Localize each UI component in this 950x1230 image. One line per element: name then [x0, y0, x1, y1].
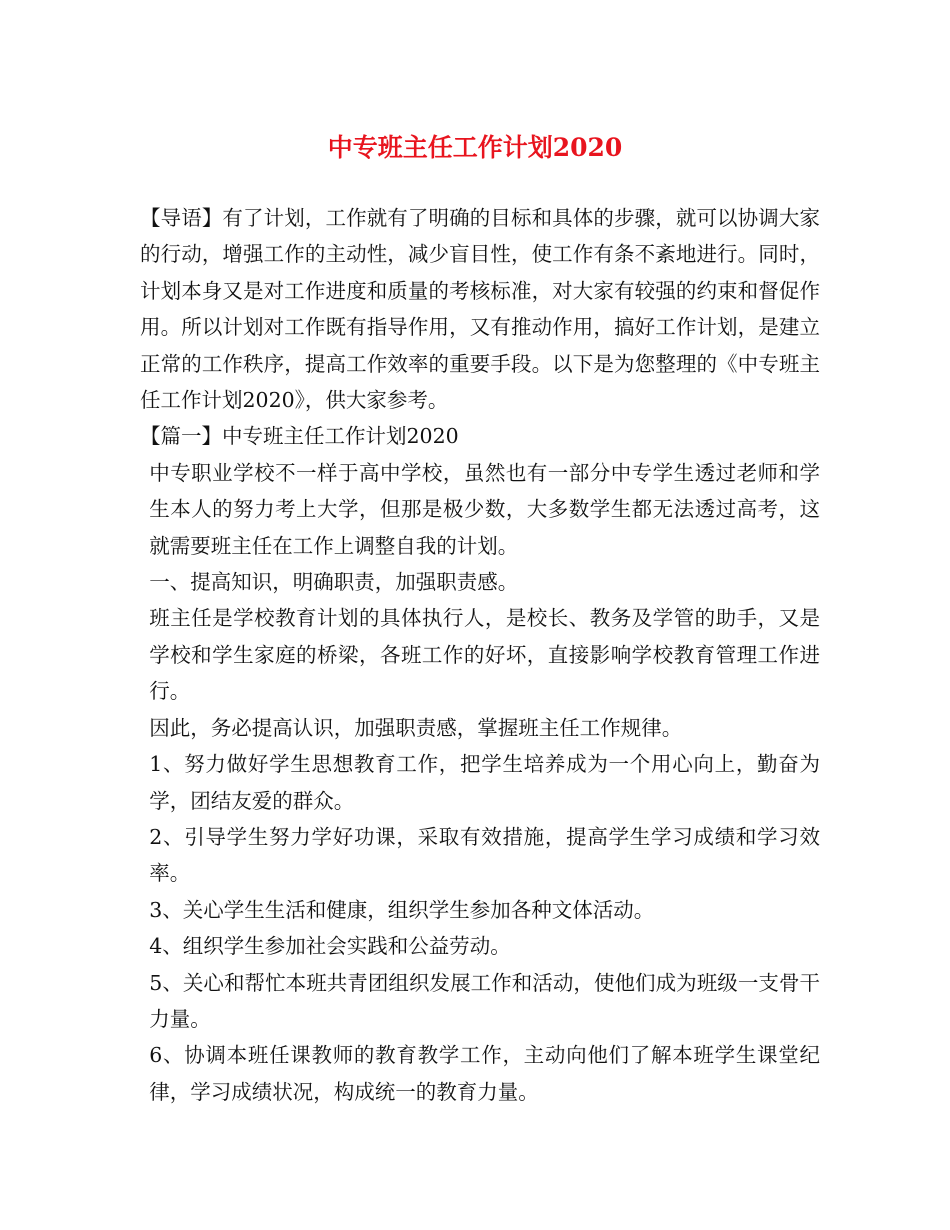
list-item: 3、关心学生生活和健康，组织学生参加各种文体活动。 [149, 897, 655, 922]
section-heading: 【篇一】中专班主任工作计划2020 [140, 424, 459, 449]
list-item: 2、引导学生努力学好功课，采取有效措施，提高学生学习成绩和学习效率。 [149, 824, 820, 886]
document-title: 中专班主任工作计划2020 [327, 133, 623, 162]
list-item: 1、努力做好学生思想教育工作，把学生培养成为一个用心向上，勤奋为学，团结友爱的群众。 [149, 752, 820, 813]
body-paragraph: 因此，务必提高认识，加强职责感，掌握班主任工作规律。 [149, 715, 683, 740]
document-body [140, 200, 820, 1110]
subsection-heading: 一、提高知识，明确职责，加强职责感。 [149, 570, 519, 595]
body-paragraph: 中专职业学校不一样于高中学校，虽然也有一部分中专学生透过老师和学生本人的努力考上大学，但那是极少数，大多数学生都无法透过高考，这就需要班主任在工作上调整自我的计划。 [149, 460, 820, 558]
body-paragraph: 班主任是学校教育计划的具体执行人，是校长、教务及学管的助手，又是学校和学生家庭的桥梁，各班工作的好坏，直接影响学校教育管理工作进行。 [149, 606, 820, 704]
intro-paragraph: 【导语】有了计划，工作就有了明确的目标和具体的步骤，就可以协调大家的行动，增强工作的主动性，减少盲目性，使工作有条不紊地进行。同时，计划本身又是对工作进度和质量的考核标准，对大家有较强的约束和督促作用。所以计划对工作既有指导作用，又有推动作用，搞好工作计划，是建立正常的工作秩序，提高工作效率的重要手段。以下是为您整理的《中专班主任工作计划2020》，供大家参考。 [140, 206, 820, 413]
list-item: 6、协调本班任课教师的教育教学工作，主动向他们了解本班学生课堂纪律，学习成绩状况，构成统一的教育力量。 [149, 1043, 820, 1104]
list-item: 5、关心和帮忙本班共青团组织发展工作和活动，使他们成为班级一支骨干力量。 [149, 970, 820, 1031]
list-item: 4、组织学生参加社会实践和公益劳动。 [149, 934, 511, 959]
